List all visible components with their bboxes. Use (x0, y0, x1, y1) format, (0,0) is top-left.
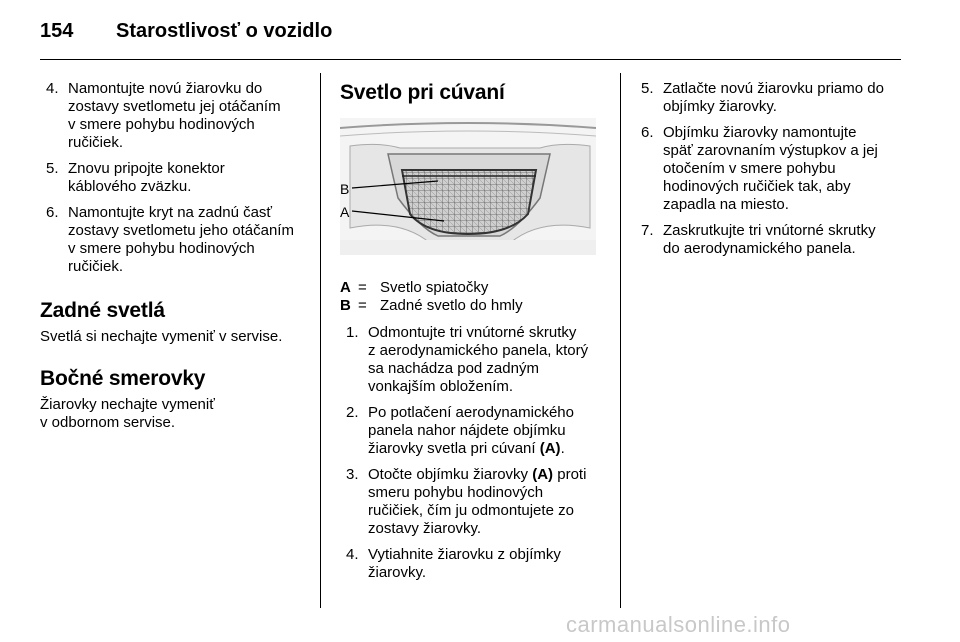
middle-steps (346, 324, 616, 590)
page-number: 154 (40, 20, 74, 42)
list-item: 5. Zatlačte novú žiarovku priamo do objímky žiarovky. (641, 80, 884, 115)
column-divider-1 (320, 73, 321, 608)
tail-lamp-illustration (340, 118, 596, 255)
column-divider-2 (620, 73, 621, 608)
figure-legend (340, 279, 523, 315)
legend-row: B = Zadné svetlo do hmly (340, 297, 523, 314)
reversing-light-heading: Svetlo pri cúvaní (340, 81, 505, 104)
side-indicators-text: Žiarovky nechajte vymeniť v odbornom servise. (40, 396, 215, 431)
list-item: 4. Namontujte novú žiarovku do zostavy svetlometu jej otáčaním v smere pohybu hodinových ručičiek. (46, 80, 281, 151)
left-column (40, 80, 315, 432)
list-item: 7. Zaskrutkujte tri vnútorné skrutky do aerodynamického panela. (641, 222, 876, 257)
right-column (641, 80, 906, 266)
side-indicators-heading: Bočné smerovky (40, 367, 206, 390)
list-item: 3. Otočte objímku žiarovky (A) proti smeru pohybu hodinových ručičiek, čím ju odmontujete zo zostavy žiarovky. (346, 466, 587, 537)
list-item: 4. Vytiahnite žiarovku z objímky žiarovky. (346, 546, 561, 581)
figure-label-a: A (340, 204, 350, 220)
list-item: 6. Objímku žiarovky namontujte späť zarovnaním výstupkov a jej otočením v smere pohybu hodinových ručičiek tak, aby zapadla na miesto. (641, 124, 878, 213)
rear-lights-heading: Zadné svetlá (40, 299, 165, 322)
list-item: 2. Po potlačení aerodynamického panela nahor nájdete objímku žiarovky svetla pri cúvaní (A). (346, 404, 574, 457)
list-item: 5. Znovu pripojte konektor káblového zväzku. (46, 160, 225, 195)
section-title: Starostlivosť o vozidlo (116, 20, 333, 42)
list-item: 6. Namontujte kryt na zadnú časť zostavy svetlometu jeho otáčaním v smere pohybu hodinových ručičiek. (46, 204, 294, 275)
reversing-light-figure (340, 118, 596, 255)
watermark: carmanualsonline.info (566, 612, 791, 637)
rear-lights-text: Svetlá si nechajte vymeniť v servise. (40, 328, 283, 345)
list-item: 1. Odmontujte tri vnútorné skrutky z aerodynamického panela, ktorý sa nachádza pod zadným vonkajším obložením. (346, 324, 589, 395)
figure-label-b: B (340, 181, 350, 197)
header-rule (40, 59, 901, 60)
page-header (40, 20, 332, 43)
legend-row: A = Svetlo spiatočky (340, 279, 489, 296)
